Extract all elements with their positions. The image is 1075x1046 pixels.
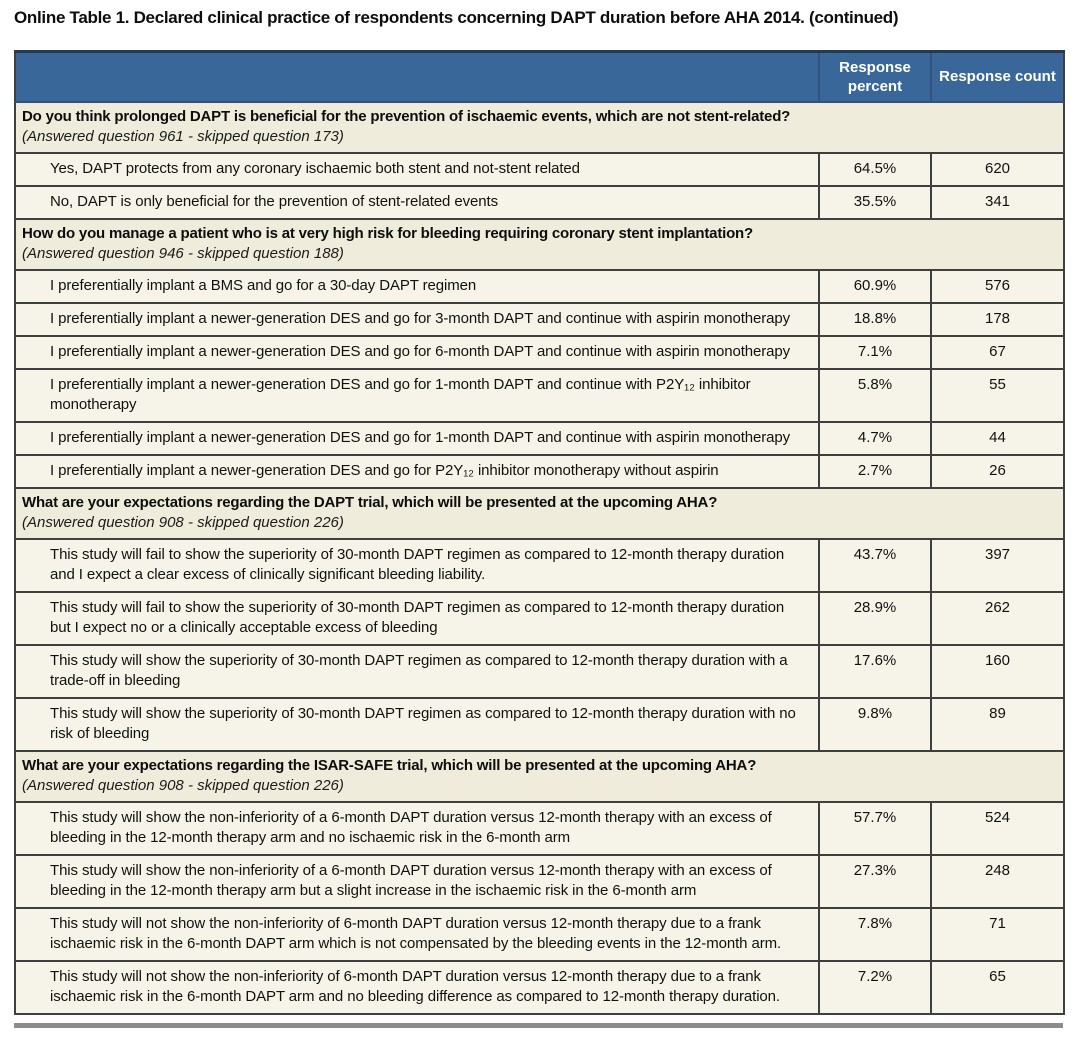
answer-label: I preferentially implant a newer-generation DES and go for 3-month DAPT and continue with aspirin monotherapy: [15, 303, 819, 336]
response-percent-header: Response percent: [819, 52, 931, 103]
response-count: 341: [931, 186, 1064, 219]
question-note: (Answered question 961 - skipped question 173): [22, 128, 344, 145]
answer-row: [15, 270, 1064, 303]
answer-label: No, DAPT is only beneficial for the prevention of stent-related events: [15, 186, 819, 219]
answer-label: This study will show the non-inferiority of a 6-month DAPT duration versus 12-month therapy with an excess of bleeding in the 12-month therapy arm but a slight increase in the ischaemic risk in the 6-month arm: [15, 855, 819, 908]
answer-row: [15, 539, 1064, 592]
response-percent: 4.7%: [819, 422, 931, 455]
question-note: (Answered question 908 - skipped question 226): [22, 514, 344, 531]
answer-row: [15, 336, 1064, 369]
response-percent: 17.6%: [819, 645, 931, 698]
response-percent: 7.2%: [819, 961, 931, 1014]
response-percent: 57.7%: [819, 802, 931, 855]
response-percent: 7.8%: [819, 908, 931, 961]
answer-label: I preferentially implant a newer-generation DES and go for 1-month DAPT and continue with aspirin monotherapy: [15, 422, 819, 455]
section-question-cell: [15, 488, 1064, 539]
question-text: Do you think prolonged DAPT is beneficial for the prevention of ischaemic events, which are not stent-related?: [22, 108, 791, 125]
section-question-cell: [15, 751, 1064, 802]
response-count: 178: [931, 303, 1064, 336]
response-count: 160: [931, 645, 1064, 698]
survey-table: [14, 50, 1065, 1015]
answer-label: I preferentially implant a newer-generation DES and go for P2Y₁₂ inhibitor monotherapy without aspirin: [15, 455, 819, 488]
answer-label: This study will show the superiority of 30-month DAPT regimen as compared to 12-month therapy duration with a trade-off in bleeding: [15, 645, 819, 698]
answer-row: [15, 186, 1064, 219]
question-note: (Answered question 946 - skipped question 188): [22, 245, 344, 262]
section-row: [15, 102, 1064, 153]
answer-row: [15, 153, 1064, 186]
response-count: 248: [931, 855, 1064, 908]
answer-row: [15, 802, 1064, 855]
table-body: [15, 102, 1064, 1014]
response-count-header: Response count: [931, 52, 1064, 103]
response-percent: 35.5%: [819, 186, 931, 219]
section-row: [15, 488, 1064, 539]
question-text: How do you manage a patient who is at very high risk for bleeding requiring coronary stent implantation?: [22, 225, 753, 242]
answer-row: [15, 961, 1064, 1014]
answer-row: [15, 303, 1064, 336]
response-count: 576: [931, 270, 1064, 303]
response-percent: 2.7%: [819, 455, 931, 488]
question-text: What are your expectations regarding the ISAR-SAFE trial, which will be presented at the upcoming AHA?: [22, 757, 757, 774]
answer-label: This study will fail to show the superiority of 30-month DAPT regimen as compared to 12-month therapy duration but I expect no or a clinically acceptable excess of bleeding: [15, 592, 819, 645]
spacer-header-cell: [15, 52, 819, 103]
response-percent: 7.1%: [819, 336, 931, 369]
response-percent: 27.3%: [819, 855, 931, 908]
response-count: 55: [931, 369, 1064, 422]
response-percent: 43.7%: [819, 539, 931, 592]
table-bottom-bar: [14, 1023, 1063, 1028]
answer-row: [15, 698, 1064, 751]
table-header: [15, 52, 1064, 103]
section-question-cell: [15, 219, 1064, 270]
response-percent: 5.8%: [819, 369, 931, 422]
answer-label: This study will not show the non-inferiority of 6-month DAPT duration versus 12-month therapy due to a frank ischaemic risk in the 6-month DAPT arm which is not compensated by the bleeding events in the 12-month arm.: [15, 908, 819, 961]
answer-label: I preferentially implant a newer-generation DES and go for 1-month DAPT and continue with P2Y₁₂ inhibitor monotherapy: [15, 369, 819, 422]
header-row: [15, 52, 1064, 103]
table-title: Online Table 1. Declared clinical practice of respondents concerning DAPT duration before AHA 2014. (continued): [14, 8, 899, 27]
response-count: 89: [931, 698, 1064, 751]
answer-row: [15, 855, 1064, 908]
response-count: 620: [931, 153, 1064, 186]
answer-label: This study will show the superiority of 30-month DAPT regimen as compared to 12-month therapy duration with no risk of bleeding: [15, 698, 819, 751]
answer-label: I preferentially implant a newer-generation DES and go for 6-month DAPT and continue with aspirin monotherapy: [15, 336, 819, 369]
response-count: 262: [931, 592, 1064, 645]
answer-label: I preferentially implant a BMS and go for a 30-day DAPT regimen: [15, 270, 819, 303]
answer-label: Yes, DAPT protects from any coronary ischaemic both stent and not-stent related: [15, 153, 819, 186]
answer-row: [15, 455, 1064, 488]
answer-label: This study will show the non-inferiority of a 6-month DAPT duration versus 12-month therapy with an excess of bleeding in the 12-month therapy arm and no ischaemic risk in the 6-month arm: [15, 802, 819, 855]
section-question-cell: [15, 102, 1064, 153]
answer-row: [15, 908, 1064, 961]
response-count: 71: [931, 908, 1064, 961]
response-count: 44: [931, 422, 1064, 455]
section-row: [15, 219, 1064, 270]
response-percent: 18.8%: [819, 303, 931, 336]
response-percent: 60.9%: [819, 270, 931, 303]
answer-row: [15, 422, 1064, 455]
question-text: What are your expectations regarding the DAPT trial, which will be presented at the upcoming AHA?: [22, 494, 718, 511]
answer-row: [15, 592, 1064, 645]
response-percent: 64.5%: [819, 153, 931, 186]
response-count: 65: [931, 961, 1064, 1014]
response-count: 26: [931, 455, 1064, 488]
response-count: 524: [931, 802, 1064, 855]
response-count: 397: [931, 539, 1064, 592]
question-note: (Answered question 908 - skipped question 226): [22, 777, 344, 794]
answer-row: [15, 645, 1064, 698]
response-percent: 28.9%: [819, 592, 931, 645]
response-count: 67: [931, 336, 1064, 369]
answer-row: [15, 369, 1064, 422]
response-percent: 9.8%: [819, 698, 931, 751]
section-row: [15, 751, 1064, 802]
answer-label: This study will fail to show the superiority of 30-month DAPT regimen as compared to 12-month therapy duration and I expect a clear excess of clinically significant bleeding liability.: [15, 539, 819, 592]
answer-label: This study will not show the non-inferiority of 6-month DAPT duration versus 12-month therapy due to a frank ischaemic risk in the 6-month DAPT arm and no bleeding difference as compared to 12-month therapy duration.: [15, 961, 819, 1014]
